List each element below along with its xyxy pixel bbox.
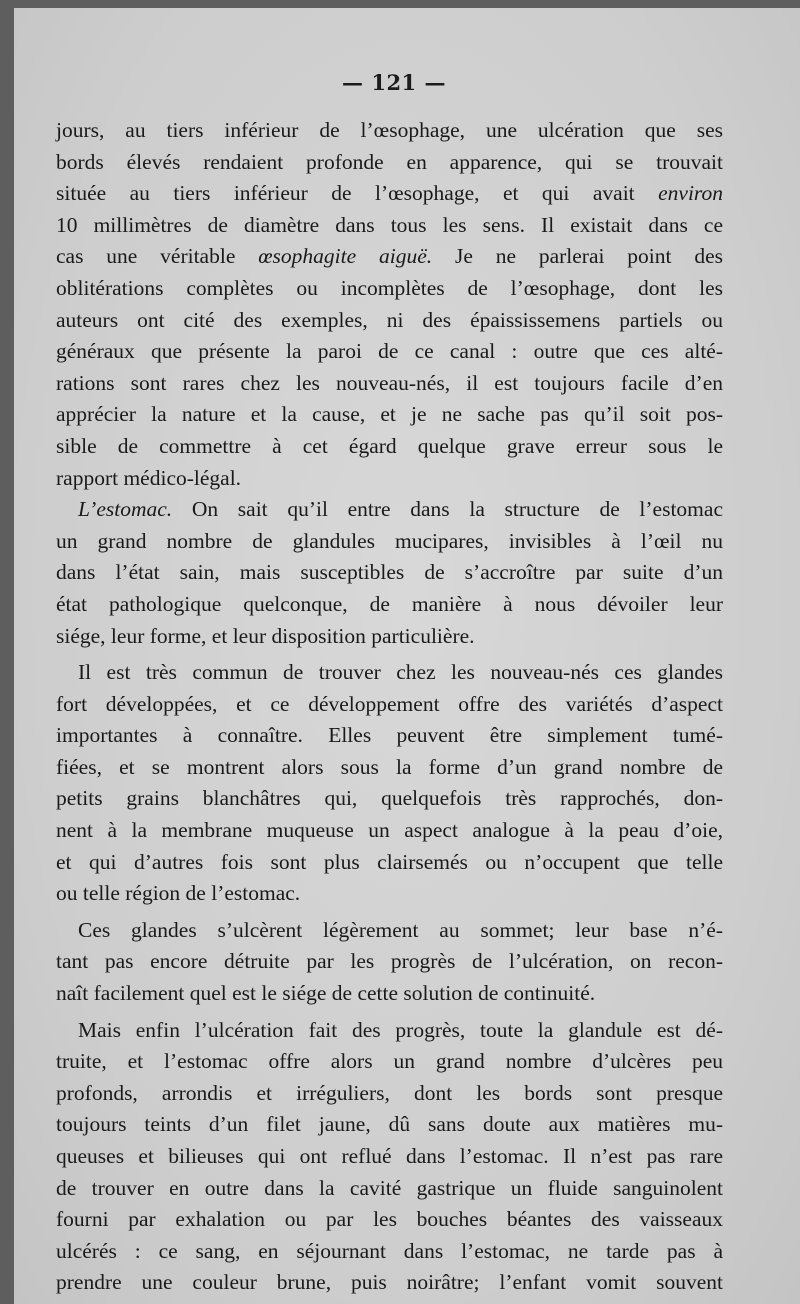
- text-segment: Ces glandes s’ulcèrent légèrement au sommet; leur base n’é-: [78, 917, 723, 942]
- italic-text: L’estomac.: [78, 497, 173, 522]
- text-line: [56, 1267, 723, 1299]
- text-segment: nent à la membrane muqueuse un aspect analogue à la peau d’oie,: [56, 818, 723, 843]
- text-segment: cas une véritable: [56, 244, 259, 269]
- text-line: [56, 557, 723, 589]
- text-segment: bords élevés rendaient profonde en apparence, qui se trouvait: [56, 149, 723, 174]
- text-line: [56, 178, 723, 210]
- text-segment: et qui d’autres fois sont plus clairsemés ou n’occupent que telle: [56, 849, 723, 874]
- text-segment: ou telle région de l’estomac.: [56, 881, 301, 906]
- text-line: [56, 878, 723, 910]
- text-line: [56, 399, 723, 431]
- text-segment: 10 millimètres de diamètre dans tous les sens. Il existait dans ce: [56, 212, 723, 237]
- text-line: [56, 847, 723, 879]
- text-line: [56, 1236, 723, 1268]
- text-line: [56, 1078, 723, 1110]
- text-segment: située au tiers inférieur de l’œsophage, et qui avait: [56, 181, 659, 206]
- text-segment: rations sont rares chez les nouveau-nés, il est toujours facile d’en: [56, 370, 723, 395]
- text-segment: toujours teints d’un filet jaune, dû sans doute aux matières mu-: [56, 1112, 723, 1137]
- text-segment: prendre une couleur brune, puis noirâtre; l’enfant vomit souvent: [56, 1270, 723, 1295]
- text-line: [56, 783, 723, 815]
- text-line: [56, 431, 723, 463]
- text-segment: fiées, et se montrent alors sous la forme d’un grand nombre de: [56, 754, 723, 779]
- text-line: [56, 621, 723, 653]
- book-page: [14, 8, 800, 1304]
- text-line: [56, 720, 723, 752]
- text-line: [56, 1015, 723, 1047]
- text-segment: Il est très commun de trouver chez les nouveau-nés ces glandes: [78, 660, 723, 685]
- text-line: [56, 526, 723, 558]
- text-line: [56, 657, 723, 689]
- text-line: [56, 815, 723, 847]
- text-line: [56, 305, 723, 337]
- text-line: [56, 147, 723, 179]
- text-line: [56, 1173, 723, 1205]
- text-line: [56, 946, 723, 978]
- text-line: [56, 463, 723, 495]
- text-line: [56, 915, 723, 947]
- text-line: [56, 1046, 723, 1078]
- text-segment: queuses et bilieuses qui ont reflué dans l’estomac. Il n’est pas rare: [56, 1144, 723, 1168]
- text-line: [56, 368, 723, 400]
- text-line: [56, 273, 723, 305]
- text-segment: siége, leur forme, et leur disposition particulière.: [56, 623, 475, 648]
- text-segment: profonds, arrondis et irréguliers, dont les bords sont presque: [56, 1080, 723, 1105]
- text-line: [56, 241, 723, 273]
- text-line: [56, 115, 723, 147]
- text-line: [56, 494, 723, 526]
- text-line: [56, 1141, 723, 1173]
- text-line: [56, 210, 723, 242]
- text-segment: fort développées, et ce développement offre des variétés d’aspect: [56, 691, 723, 716]
- text-segment: rapport médico-légal.: [56, 465, 242, 490]
- text-line: [56, 1204, 723, 1236]
- text-segment: truite, et l’estomac offre alors un grand nombre d’ulcères peu: [56, 1049, 723, 1074]
- text-line: [56, 752, 723, 784]
- text-segment: naît facilement quel est le siége de cette solution de continuité.: [56, 981, 596, 1006]
- text-segment: oblitérations complètes ou incomplètes de l’œsophage, dont les: [56, 275, 723, 300]
- text-line: [56, 336, 723, 368]
- text-segment: fourni par exhalation ou par les bouches béantes des vaisseaux: [56, 1207, 723, 1232]
- text-line: [56, 1109, 723, 1141]
- italic-text: environ: [658, 181, 723, 206]
- text-segment: On sait qu’il entre dans la structure de l’estomac: [172, 497, 723, 522]
- page-number: — 121 —: [342, 70, 446, 95]
- text-segment: ulcérés : ce sang, en séjournant dans l’estomac, ne tarde pas à: [56, 1238, 723, 1263]
- text-line: [56, 689, 723, 721]
- text-segment: tant pas encore détruite par les progrès de l’ulcération, on recon-: [56, 949, 723, 974]
- text-segment: jours, au tiers inférieur de l’œsophage, une ulcération que ses: [56, 118, 723, 142]
- text-segment: un grand nombre de glandules mucipares, invisibles à l’œil nu: [56, 528, 723, 553]
- text-segment: apprécier la nature et la cause, et je ne sache pas qu’il soit pos-: [56, 402, 723, 427]
- text-segment: Mais enfin l’ulcération fait des progrès, toute la glandule est dé-: [78, 1017, 723, 1042]
- text-segment: de trouver en outre dans la cavité gastrique un fluide sanguinolent: [56, 1175, 723, 1200]
- text-segment: petits grains blanchâtres qui, quelquefois très rapprochés, don-: [56, 786, 723, 811]
- text-segment: sible de commettre à cet égard quelque grave erreur sous le: [56, 433, 723, 458]
- text-line: [56, 589, 723, 621]
- italic-text: œsophagite aiguë.: [258, 244, 433, 269]
- text-segment: importantes à connaître. Elles peuvent être simplement tumé-: [56, 723, 723, 748]
- text-line: [56, 978, 723, 1010]
- text-segment: généraux que présente la paroi de ce canal : outre que ces alté-: [56, 339, 723, 364]
- text-segment: état pathologique quelconque, de manière à nous dévoiler leur: [56, 591, 723, 616]
- text-segment: dans l’état sain, mais susceptibles de s’accroître par suite d’un: [56, 560, 723, 585]
- text-segment: Je ne parlerai point des: [432, 244, 723, 269]
- body-text: [56, 115, 723, 1299]
- text-segment: auteurs ont cité des exemples, ni des épaississemens partiels ou: [56, 307, 723, 332]
